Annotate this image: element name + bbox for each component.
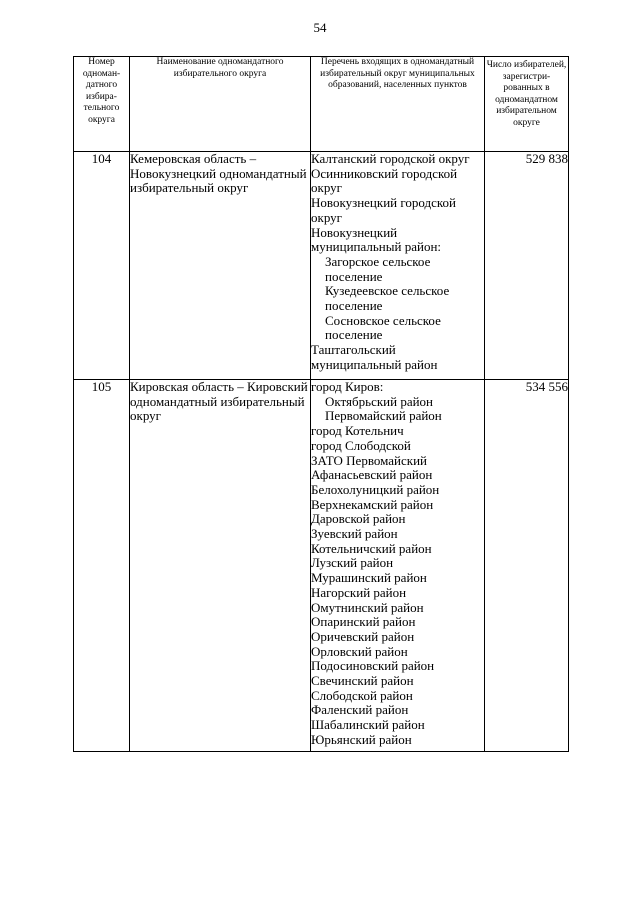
territory-item: Лузский район [311,555,394,571]
territory-item: Новокузнецкий муниципальный район: [311,224,442,255]
territory-item: Сосновское сельское поселение [325,312,441,343]
territory-item: Первомайский район [325,408,442,424]
territory-item: город Котельнич [311,423,404,439]
territory-item: Зуевский район [311,526,398,542]
territory-item: Свечинский район [311,673,414,689]
territory-item: Новокузнецкий городской округ [311,195,456,225]
voter-count: 529 838 [485,152,569,380]
table-row [74,380,569,752]
territory-item: Орловский район [311,643,408,659]
territory-item: ЗАТО Первомайский [311,452,427,468]
table-header-row [74,57,569,152]
page-number: 54 [313,20,327,35]
district-number: 105 [74,380,130,752]
territory-item: Шабалинский район [311,717,425,733]
districts-table [73,56,569,752]
territory-item: Загорское сельское поселение [325,253,431,284]
territory-item: Слободской район [311,687,413,703]
territory-item: Осинниковский городской округ [311,165,458,196]
territory-item: Верхнекамский район [311,496,434,512]
territory-item: Таштагольский муниципальный район [311,342,438,372]
district-number: 104 [74,152,130,380]
territory-item: Опаринский район [311,614,416,630]
district-name: Кемеровская область – Новокузнецкий одномандатный избирательный округ [130,152,311,380]
territory-item: Оричевский район [311,628,415,644]
territory-item: Нагорский район [311,584,407,600]
territory-item: Белохолуницкий район [311,481,440,497]
territory-item: Фаленский район [311,702,409,718]
header-name: Наименование одномандатного избирательного округа [130,57,311,152]
district-territories [311,380,485,752]
territory-item: город Киров: [311,379,384,394]
territory-item: Афанасьевский район [311,467,433,483]
territory-item: Котельничский район [311,540,432,556]
territory-item: Мурашинский район [311,570,427,586]
territory-item: Юрьянский район [311,731,412,747]
territory-item: Подосиновский район [311,658,435,674]
territory-item: Омутнинский район [311,599,424,615]
district-name: Кировская область – Кировский одномандатный избирательный округ [130,380,311,752]
voter-count: 534 556 [485,380,569,752]
territory-item: Октябрьский район [325,393,433,409]
district-territories [311,152,485,380]
table-row [74,152,569,380]
header-number: Номер одноман-датного избира-тельного округа [74,57,130,152]
header-count: Число избирателей, зарегистри-рованных в одномандатном избирательном округе [485,57,569,152]
territory-item: Калтанский городской округ [311,151,470,166]
territory-item: Даровской район [311,511,406,527]
header-list: Перечень входящих в одномандатный избирательный округ муниципальных образований, населенных пунктов [311,57,485,152]
territory-item: город Слободской [311,437,411,453]
territory-item: Кузедеевское сельское поселение [325,283,450,314]
